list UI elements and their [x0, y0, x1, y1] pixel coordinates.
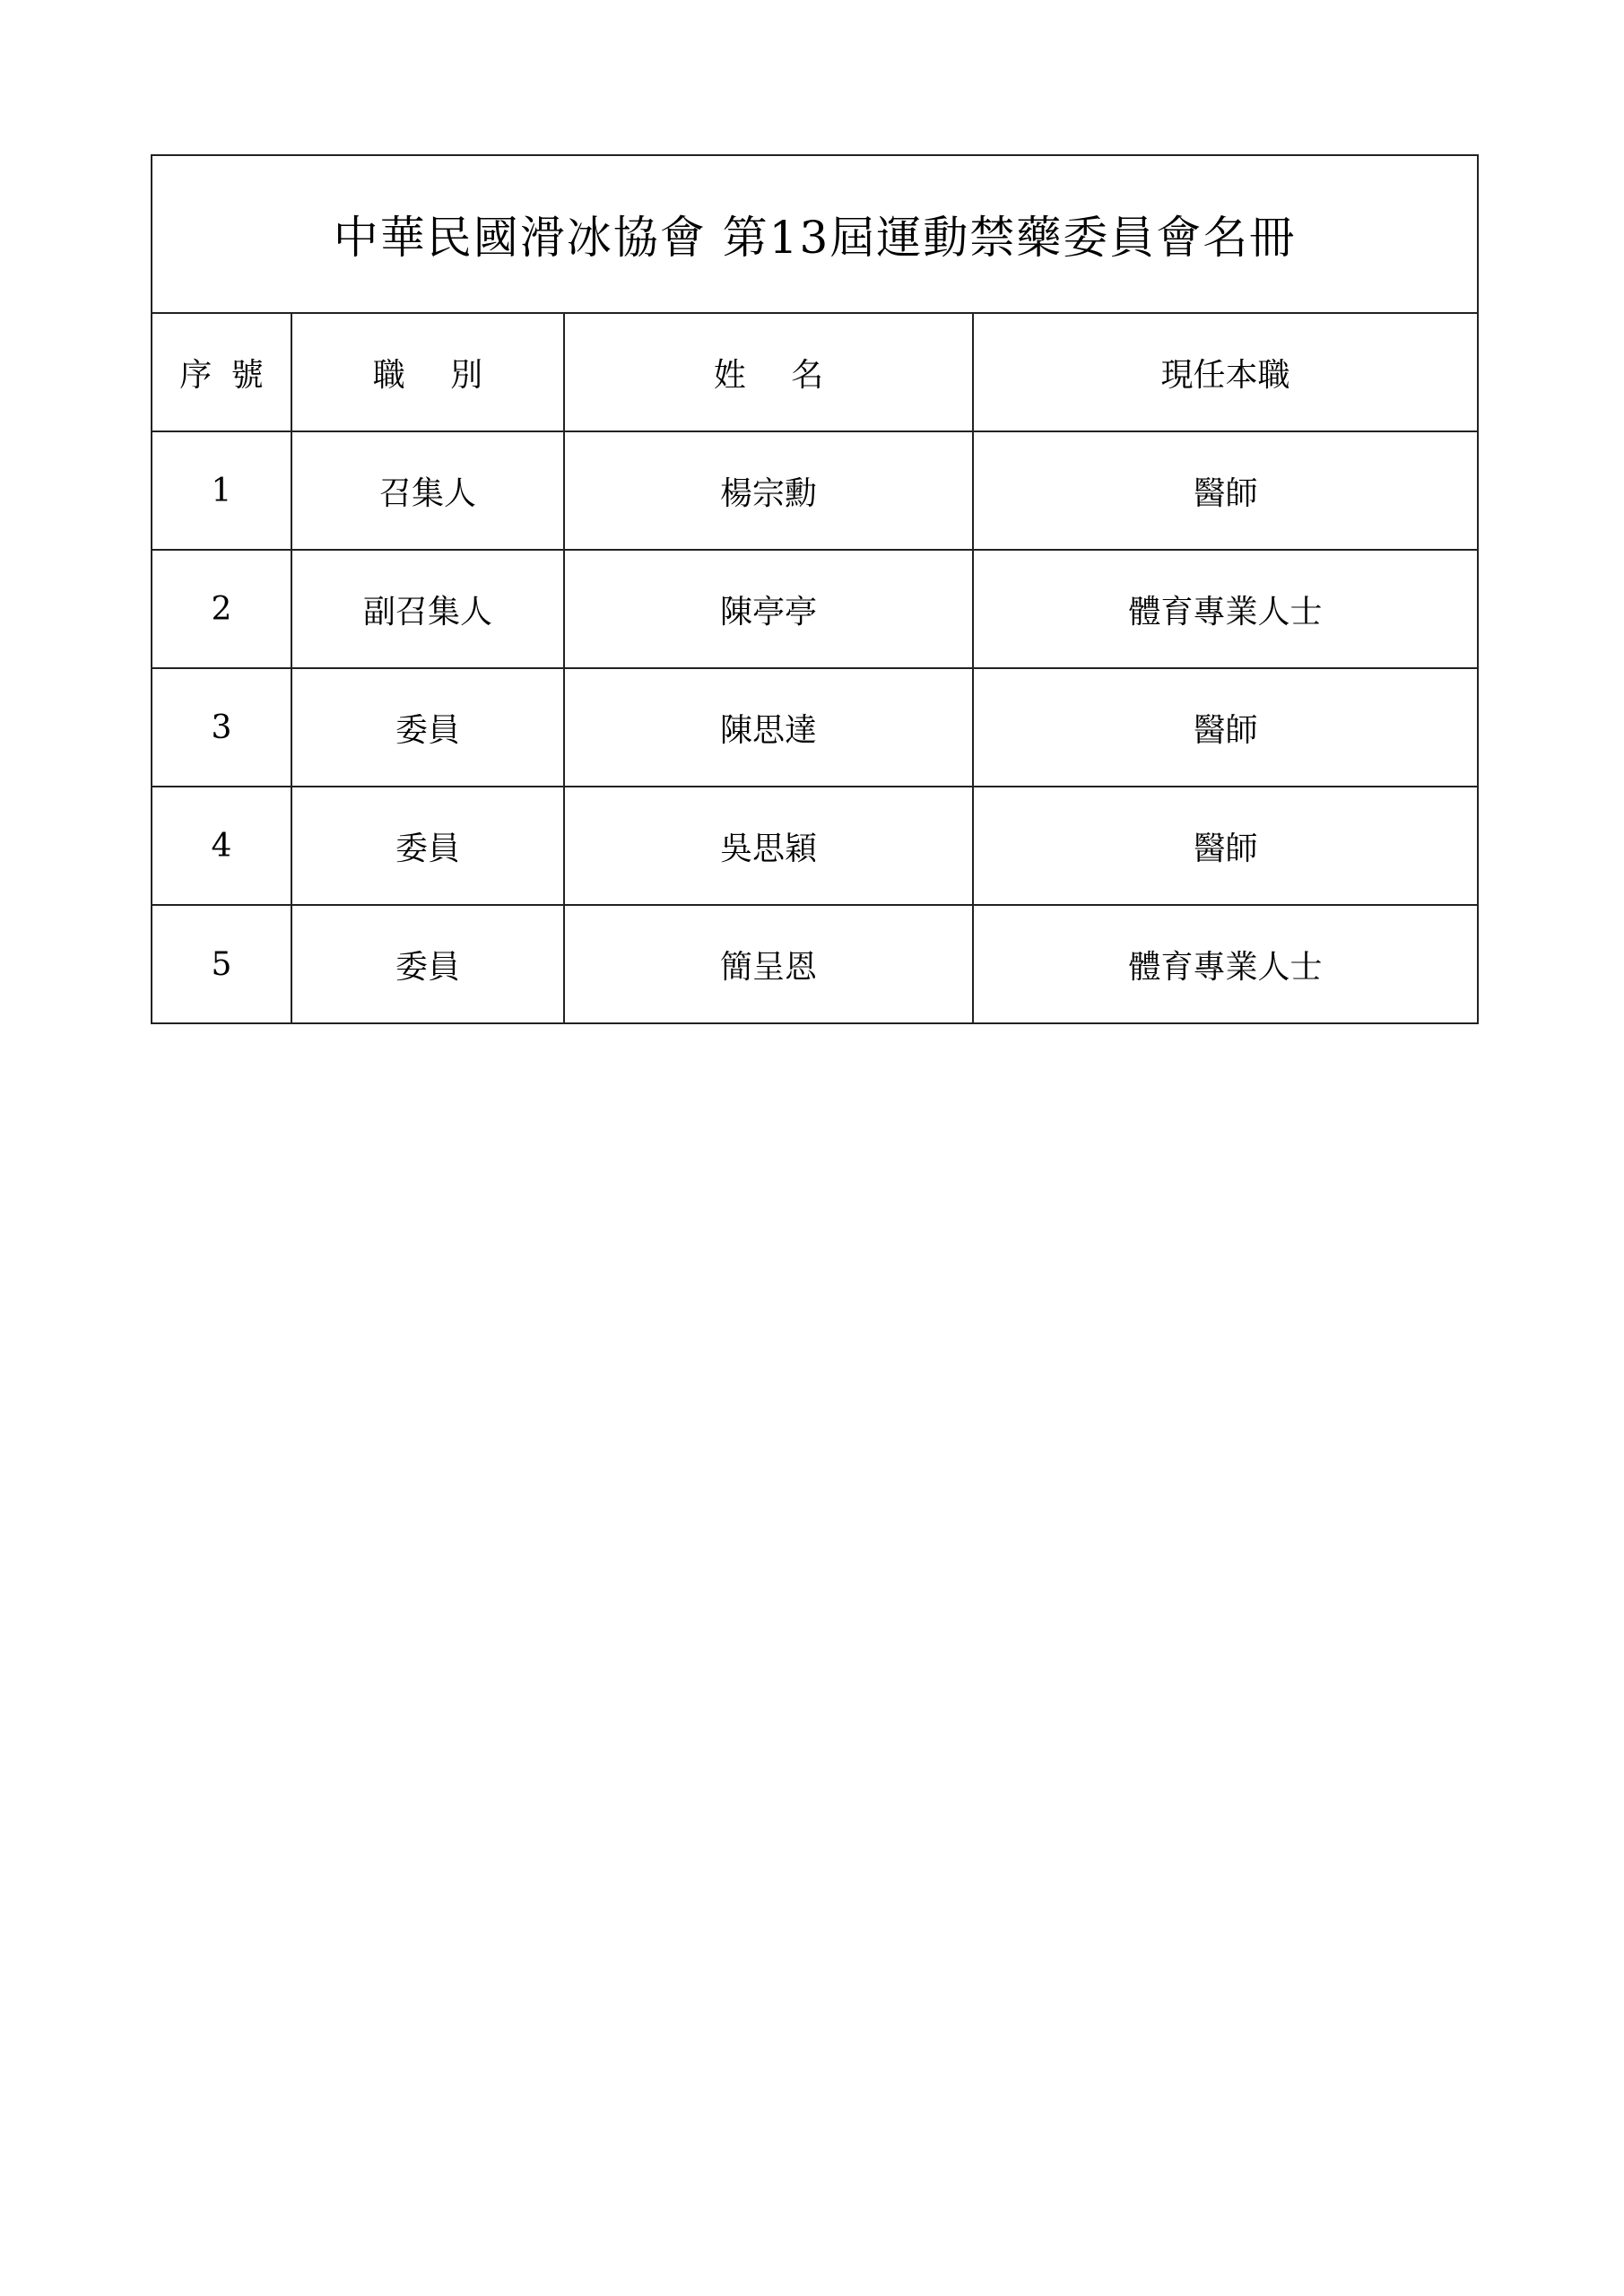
- cell-position: 召集人: [291, 431, 564, 550]
- committee-roster-table: [151, 154, 1479, 1024]
- table-row: [152, 431, 1478, 550]
- cell-position: 委員: [291, 668, 564, 787]
- cell-occupation: 醫師: [973, 668, 1478, 787]
- table-row: [152, 787, 1478, 905]
- cell-serial-number: 4: [152, 787, 291, 905]
- cell-position: 副召集人: [291, 550, 564, 668]
- cell-occupation: 體育專業人士: [973, 550, 1478, 668]
- cell-name: 簡呈恩: [564, 905, 973, 1023]
- table-header-row: [152, 313, 1478, 431]
- header-current-occupation: 現任本職: [973, 313, 1478, 431]
- cell-serial-number: 1: [152, 431, 291, 550]
- cell-name: 陳亭亭: [564, 550, 973, 668]
- header-name: 姓名: [564, 313, 973, 431]
- cell-serial-number: 5: [152, 905, 291, 1023]
- document-title: 中華民國滑冰協會 第13屆運動禁藥委員會名冊: [152, 155, 1478, 313]
- cell-serial-number: 2: [152, 550, 291, 668]
- table-row: [152, 668, 1478, 787]
- cell-serial-number: 3: [152, 668, 291, 787]
- cell-position: 委員: [291, 905, 564, 1023]
- cell-occupation: 體育專業人士: [973, 905, 1478, 1023]
- header-serial-number: 序號: [152, 313, 291, 431]
- table-row: [152, 905, 1478, 1023]
- header-position: 職別: [291, 313, 564, 431]
- cell-name: 楊宗勳: [564, 431, 973, 550]
- cell-name: 陳思達: [564, 668, 973, 787]
- table-row: [152, 550, 1478, 668]
- cell-occupation: 醫師: [973, 431, 1478, 550]
- cell-name: 吳思穎: [564, 787, 973, 905]
- cell-position: 委員: [291, 787, 564, 905]
- title-row: [152, 155, 1478, 313]
- cell-occupation: 醫師: [973, 787, 1478, 905]
